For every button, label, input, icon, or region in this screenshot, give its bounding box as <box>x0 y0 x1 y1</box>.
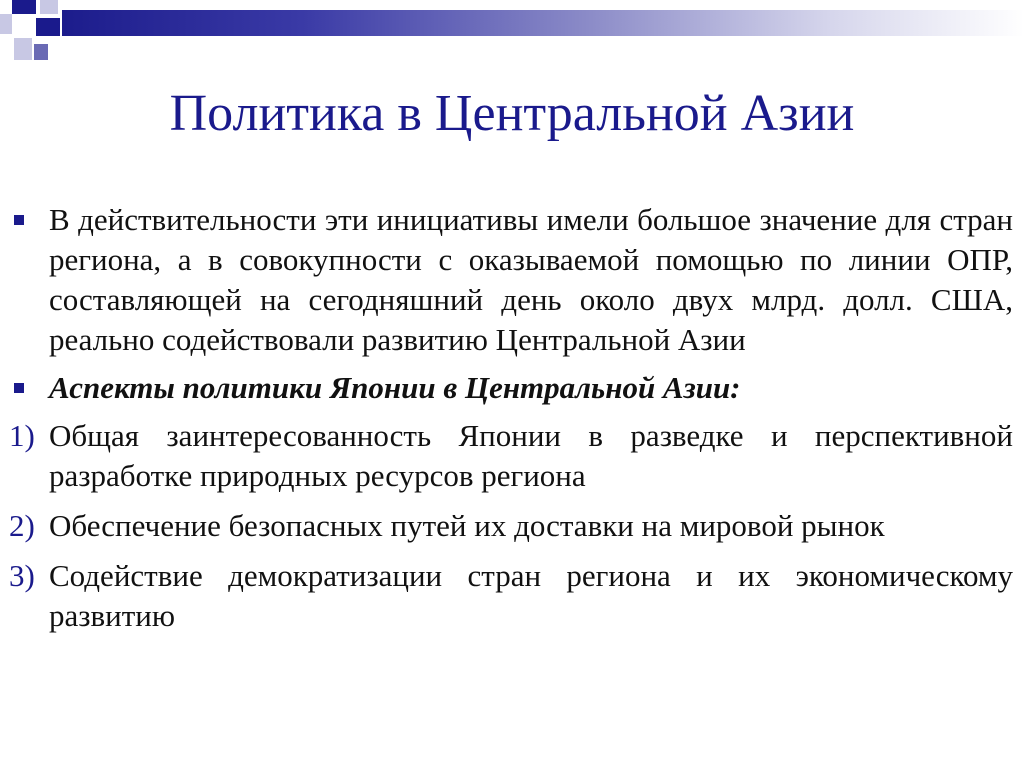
decor-square <box>34 44 48 60</box>
top-gradient-bar <box>62 10 1024 36</box>
square-bullet-icon <box>14 215 24 225</box>
slide-title: Политика в Центральной Азии <box>169 85 855 142</box>
decor-square <box>14 38 32 60</box>
item-number: 2) <box>9 508 35 543</box>
item-text: Содействие демократизации стран региона и их экономическому развитию <box>49 558 1013 633</box>
bullet-item <box>0 368 1013 408</box>
item-text: Обеспечение безопасных путей их доставки на мировой рынок <box>49 508 885 543</box>
bullet-item <box>0 200 1013 360</box>
square-bullet-icon <box>14 383 24 393</box>
decor-square <box>12 0 36 14</box>
slide-content <box>0 200 1024 636</box>
numbered-item <box>0 416 1013 496</box>
numbered-item <box>0 556 1013 636</box>
bullet-text: В действительности эти инициативы имели большое значение для стран региона, а в совокупности с оказываемой помощью по линии ОПР, составляющей на сегодняшний день около двух млрд. долл. США, реально содействовали развитию Центральной Азии <box>49 202 1013 357</box>
decor-square <box>40 0 58 14</box>
numbered-item <box>0 506 1013 546</box>
decor-square <box>0 14 12 34</box>
item-number: 1) <box>9 418 35 453</box>
corner-decoration <box>0 0 1024 70</box>
decor-square <box>36 18 60 36</box>
item-number: 3) <box>9 558 35 593</box>
bullet-heading: Аспекты политики Японии в Центральной Азии: <box>49 370 741 405</box>
item-text: Общая заинтересованность Японии в разведке и перспективной разработке природных ресурсов региона <box>49 418 1013 493</box>
